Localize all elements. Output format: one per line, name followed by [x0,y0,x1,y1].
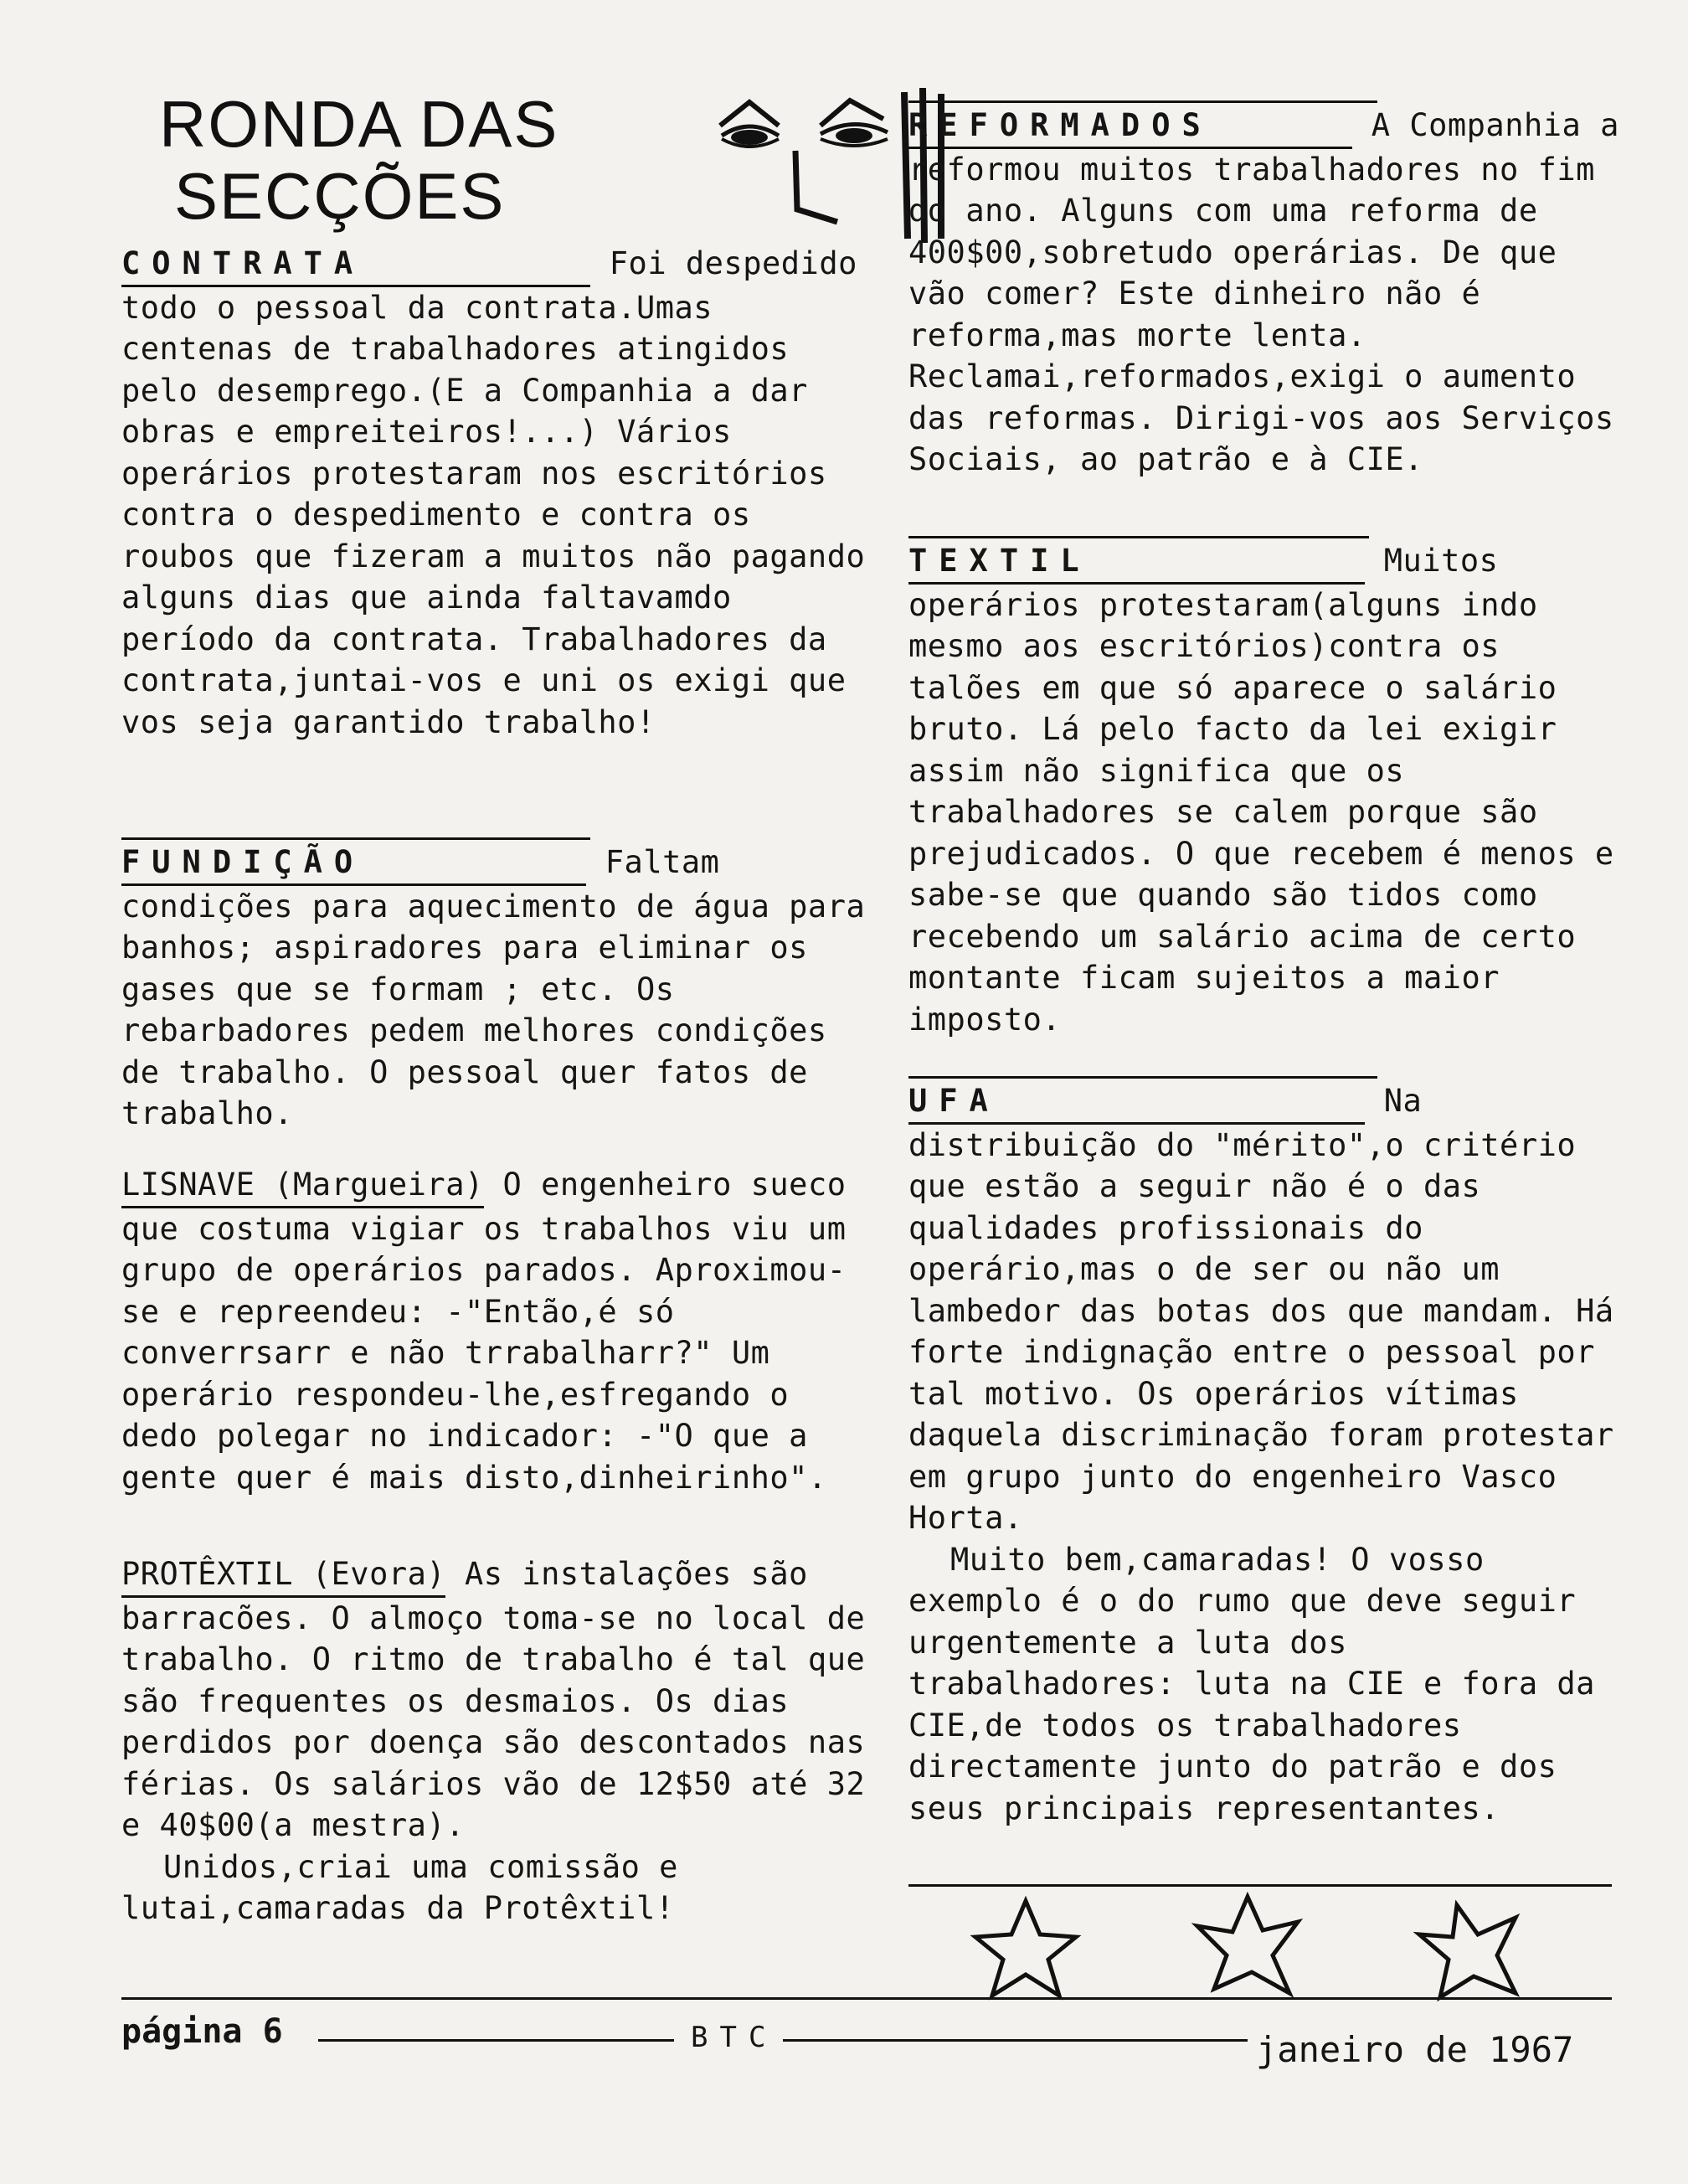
section-body: Foi despedido todo o pessoal da contrata.Umas centenas de trabalhadores atingidos pelo desemprego.(E a Companhia a dar obras e empreiteiros!...) Vários operários protestaram nos escritórios contra o despedimento e contra os roubos que fizeram a muitos não pagando alguns dias que ainda faltavamdo período da contrata. Trabalhadores da contrata,juntai-vos e uni os exigi que vos seja garantido trabalho! [121,245,885,740]
section-body: A Companhia a reformou muitos trabalhadores no fim do ano. Alguns com uma reforma de 400$00,sobretudo operárias. De que vão comer? Este dinheiro não é reforma,mas morte lenta. Reclamai,reformados,exigi o aumento das reformas. Dirigi-vos aos Serviços Sociais, ao patrão e à CIE. [908,107,1639,477]
star-icon [1419,1905,1516,1997]
section-closing: Unidos,criai uma comissão e lutai,camaradas da Protêxtil! [121,1848,697,1926]
section-heading: LISNAVE (Margueira) [121,1164,484,1208]
section-heading: CONTRATA [121,243,590,287]
section-body: Na distribuição do "mérito",o critério que estão a seguir não é o das qualidades profissionais do operário,mas o de ser ou não um lambedor das botas dos que mandam. Há forte indignação entre o pessoal por tal motivo. Os operários vítimas daquela discriminação foram protestar em grupo junto do engenheiro Vasco Horta. [908,1083,1634,1536]
star-icon [975,1901,1076,1996]
star-icon [1197,1897,1298,1993]
section-body: Faltam condições para aquecimento de água para banhos; aspiradores para eliminar os gases que se formam ; etc. Os rebarbadores pedem melhores condições de trabalho. O pessoal quer fatos de trabalho. [121,844,885,1131]
section-contrata [121,243,885,743]
divider [908,1884,1612,1887]
section-body: Muitos operários protestaram(alguns indo mesmo aos escritórios)contra os talões em que só aparece o salário bruto. Lá pelo facto da lei exigir assim não significa que os trabalhadores se calem porque são prejudicados. O que recebem é menos e sabe-se que quando são tidos como recebendo um salário acima de certo montante ficam sujeitos a maior imposto. [908,543,1634,1038]
masthead [159,84,896,243]
section-heading: TEXTIL [908,540,1365,585]
section-body: As instalações são barracões. O almoço toma-se no local de trabalho. O ritmo de trabalho é tal que são frequentes os desmaios. Os dias perdidos por doença são descontados nas férias. Os salários vão de 12$50 até 32 e 40$00(a mestra). [121,1556,885,1843]
section-fundicao [121,837,885,1135]
section-heading: REFORMADOS [908,105,1352,149]
masthead-title-line1: RONDA DAS [159,87,559,161]
section-closing: Muito bem,camaradas! O vosso exemplo é o do rumo que deve seguir urgentemente a luta dos trabalhadores: luta na CIE e fora da CIE,de todos os trabalhadores directamente junto do patrão e dos seus principais representantes. [908,1541,1614,1826]
section-heading: PROTÊXTIL (Evora) [121,1553,445,1598]
publication-name: BTC [691,2021,778,2054]
section-ufa [908,1076,1634,1829]
section-heading: FUNDIÇÃO [121,842,586,886]
section-protextil [121,1553,885,1929]
page-footer [121,1997,1612,2089]
issue-date: janeiro de 1967 [1256,2029,1574,2070]
page-number: página 6 [121,2012,283,2051]
section-lisnave [121,1164,871,1498]
section-reformados [908,100,1639,481]
stars-ornament [938,1888,1624,2006]
section-body: O engenheiro sueco que costuma vigiar os trabalhos viu um grupo de operários parados. Aproximou-se e repreendeu: -"Então,é só converrsarr e não trrabalharr?" Um operário respondeu-lhe,esfregando o dedo polegar no indicador: -"O que a gente quer é mais disto,dinheirinho". [121,1167,866,1496]
section-heading: UFA [908,1080,1365,1125]
masthead-title-line2: SECÇÕES [174,159,506,233]
section-textil [908,536,1634,1040]
